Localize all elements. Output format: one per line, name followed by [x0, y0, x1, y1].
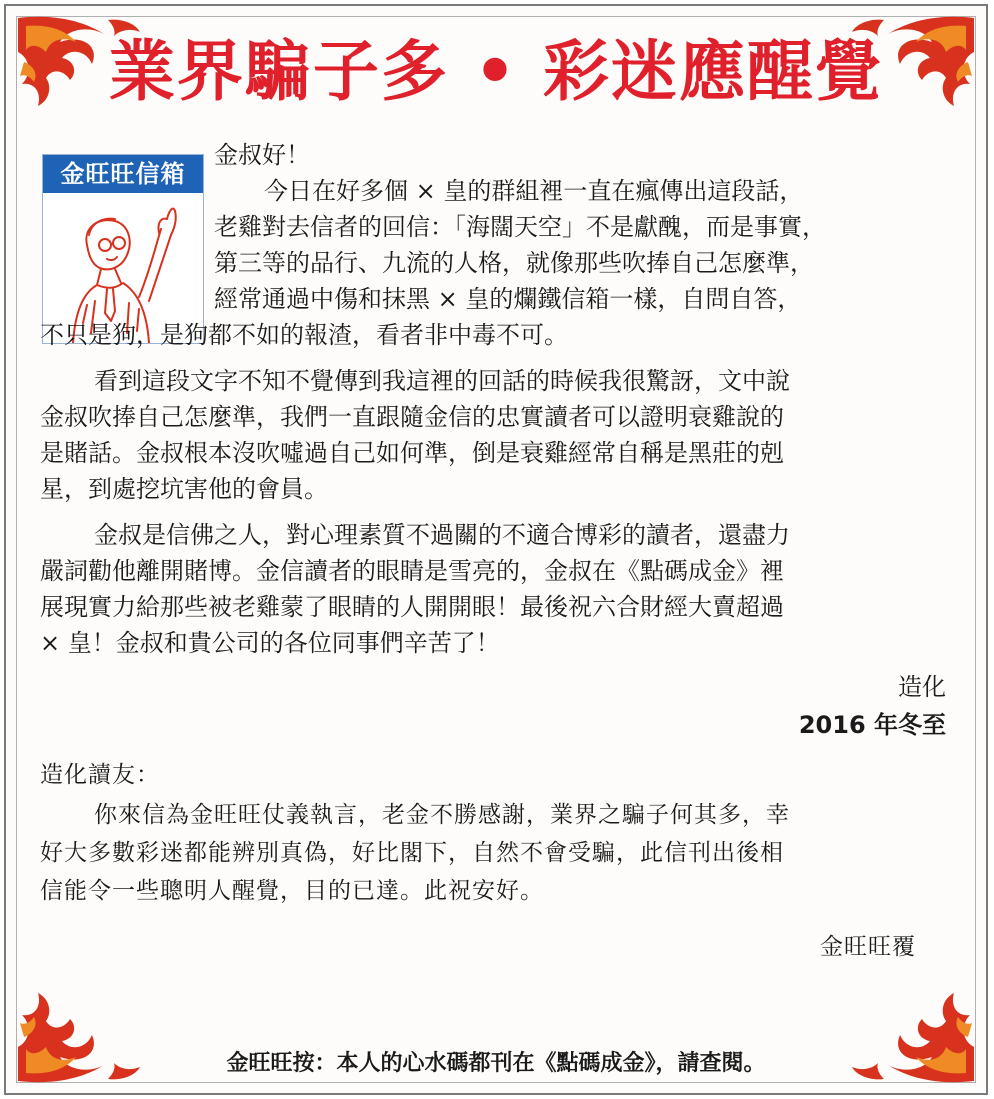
letter-text-line: 金叔好！ [214, 141, 310, 169]
column-logo [42, 154, 204, 344]
letter-text-line: 老雞對去信者的回信：「海闊天空」不是獻醜，而是事實， [214, 213, 826, 241]
letter-text-line: 造化 [898, 673, 946, 701]
letter-text-line: 嚴詞勸他離開賭博。金信讀者的眼睛是雪亮的，金叔在《點碼成金》裡 [40, 557, 784, 585]
letter-page-frame [4, 4, 988, 1095]
letter-text-line: 星，到處挖坑害他的會員。 [40, 475, 328, 503]
letter-text-line: 經常通過中傷和抹黑 × 皇的爛鐵信箱一樣，自問自答， [214, 285, 802, 313]
letter-text-line: 不只是狗，是狗都不如的報渣，看者非中毒不可。 [40, 321, 568, 349]
letter-text-line: 金叔吹捧自己怎麼準，我們一直跟隨金信的忠實讀者可以證明衰雞說的 [40, 403, 784, 431]
reply-text-line: 好大多數彩迷都能辨別真偽，好比閣下，自然不會受騙，此信刊出後相 [40, 840, 784, 866]
reply-text-line: 金旺旺覆 [820, 934, 916, 960]
letter-text-line: 金叔是信佛之人，對心理素質不過關的不適合博彩的讀者，還盡力 [94, 521, 790, 549]
reply-text-line: 信能令一些聰明人醒覺，目的已達。此祝安好。 [40, 878, 544, 904]
letter-text-line: 2016 年冬至 [798, 711, 946, 739]
footer-note: 金旺旺按：本人的心水碼都刊在《點碼成金》，請查閱。 [226, 1051, 766, 1076]
reply-text-line: 造化讀友： [40, 762, 160, 788]
letter-text-line: 第三等的品行、九流的人格，就像那些吹捧自己怎麼準， [214, 249, 814, 277]
letter-text-line: × 皇！金叔和貴公司的各位同事們辛苦了！ [40, 629, 500, 657]
letter-text-line: 展現實力給那些被老雞蒙了眼睛的人開開眼！最後祝六合財經大賣超過 [40, 593, 784, 621]
column-tag: 金旺旺信箱 [43, 155, 203, 193]
page-headline: 業界騙子多 • 彩迷應醒覺 [108, 33, 884, 110]
letter-text-line: 是賭話。金叔根本沒吹噓過自己如何準，倒是衰雞經常自稱是黑莊的剋 [40, 439, 784, 467]
reply-text-line: 你來信為金旺旺仗義執言，老金不勝感謝，業界之騙子何其多，幸 [94, 802, 790, 828]
letter-text-line: 今日在好多個 × 皇的群組裡一直在瘋傳出這段話， [264, 177, 804, 205]
letter-text-line: 看到這段文字不知不覺傳到我這裡的回話的時候我很驚訝，文中說 [94, 367, 790, 395]
